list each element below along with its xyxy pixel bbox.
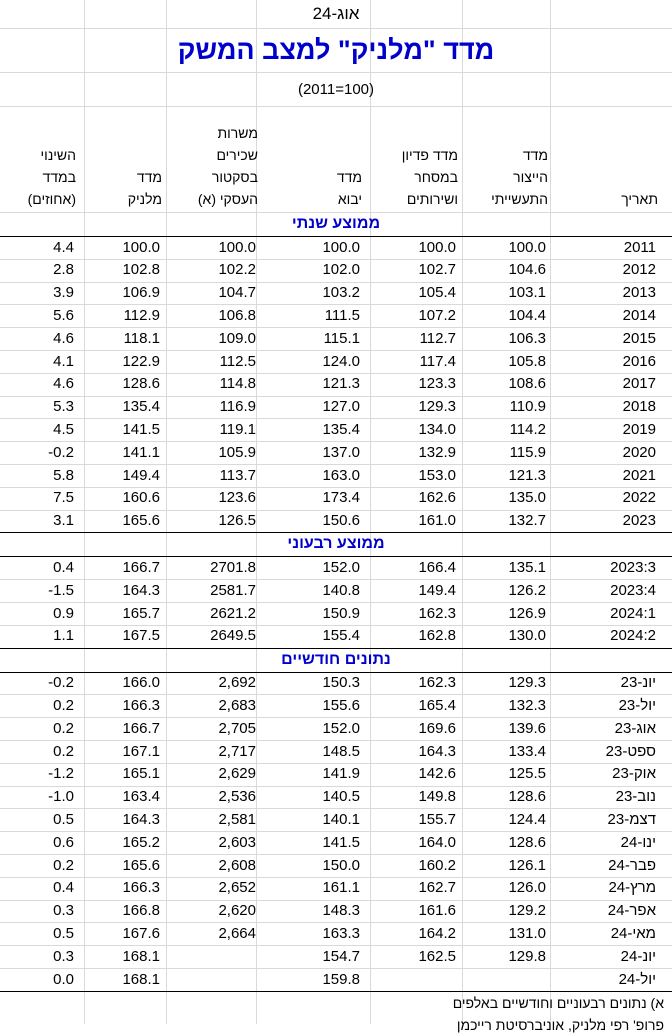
table-cell: 162.3 [418, 674, 456, 692]
table-cell: 164.3 [122, 581, 160, 599]
column-header-date: תאריך [621, 191, 658, 207]
table-cell: 168.1 [122, 947, 160, 965]
table-cell: 162.8 [418, 627, 456, 645]
table-cell: 0.2 [53, 696, 74, 714]
table-cell: 166.8 [122, 902, 160, 920]
table-cell: 103.2 [322, 284, 360, 302]
column-header-index: מלניק [127, 191, 162, 207]
table-cell: 131.0 [508, 924, 546, 942]
table-cell: 141.5 [322, 833, 360, 851]
table-cell: 166.4 [418, 558, 456, 576]
table-cell: 163.4 [122, 788, 160, 806]
row-divider [0, 694, 672, 695]
table-cell: 106.9 [122, 284, 160, 302]
table-cell: 166.3 [122, 879, 160, 897]
row-date: 2020 [622, 443, 656, 461]
row-divider [0, 418, 672, 419]
grid-line [550, 0, 551, 1024]
row-date: 2023:4 [610, 581, 656, 599]
table-cell: 112.5 [219, 352, 256, 370]
row-date: אפר-24 [607, 902, 656, 920]
table-cell: 0.5 [53, 810, 74, 828]
sheet-date: אוג-24 [312, 4, 360, 23]
table-cell: 5.3 [53, 398, 74, 416]
row-date: 2017 [622, 375, 656, 393]
row-divider [0, 922, 672, 923]
row-date: ינו-24 [620, 833, 656, 851]
row-date: 2018 [622, 398, 656, 416]
table-cell: 165.6 [122, 856, 160, 874]
table-cell: 153.0 [418, 466, 456, 484]
table-cell: -1.0 [48, 788, 74, 806]
table-cell: 107.2 [418, 306, 456, 324]
table-cell: 2,620 [218, 902, 256, 920]
table-cell: -0.2 [48, 443, 74, 461]
column-header-trade: ושירותים [406, 191, 458, 207]
table-cell: 5.6 [53, 306, 74, 324]
row-date: 2024:2 [610, 627, 656, 645]
table-cell: 111.5 [324, 306, 360, 324]
table-cell: 0.2 [53, 719, 74, 737]
footnote: פרופ' רפי מלניק, אוניברסיטת רייכמן [456, 1016, 664, 1033]
row-date: 2021 [622, 466, 656, 484]
table-cell: 2621.2 [210, 604, 256, 622]
table-cell: 3.1 [53, 512, 74, 530]
table-cell: 4.1 [53, 352, 74, 370]
table-cell: 2,692 [218, 674, 256, 692]
section-title: ממוצע שנתי [291, 215, 381, 232]
row-divider [0, 808, 672, 809]
table-cell: 126.2 [508, 581, 546, 599]
table-cell: 128.6 [508, 833, 546, 851]
table-cell: 163.0 [322, 466, 360, 484]
table-cell: 137.0 [322, 443, 360, 461]
table-cell: 165.6 [122, 512, 160, 530]
table-cell: 0.6 [53, 833, 74, 851]
table-cell: 135.1 [508, 558, 546, 576]
table-cell: 103.1 [508, 284, 546, 302]
table-cell: -0.2 [48, 674, 74, 692]
table-cell: 115.9 [509, 443, 546, 461]
column-header-index: מדד [136, 169, 162, 185]
table-cell: 102.2 [218, 261, 256, 279]
table-cell: 166.0 [122, 674, 160, 692]
table-cell: 0.2 [53, 856, 74, 874]
table-cell: 2701.8 [210, 558, 256, 576]
row-date: 2023 [622, 512, 656, 530]
table-cell: 149.4 [122, 466, 160, 484]
table-cell: 135.4 [122, 398, 160, 416]
table-cell: 155.7 [418, 810, 456, 828]
table-cell: 159.8 [322, 970, 360, 988]
table-cell: 128.6 [122, 375, 160, 393]
table-cell: 149.4 [418, 581, 456, 599]
table-cell: 162.5 [418, 947, 456, 965]
table-cell: 114.8 [219, 375, 256, 393]
table-cell: 139.6 [508, 719, 546, 737]
table-cell: 2,629 [218, 765, 256, 783]
row-date: יול-23 [618, 696, 656, 714]
column-header-jobs: בסקטור [211, 169, 258, 185]
column-header-industrial: הייצור [513, 169, 548, 185]
table-cell: 0.4 [53, 558, 74, 576]
table-cell: 149.8 [418, 788, 456, 806]
row-date: 2022 [622, 489, 656, 507]
table-cell: 132.9 [418, 443, 456, 461]
table-cell: 106.3 [508, 329, 546, 347]
table-cell: 161.1 [322, 879, 360, 897]
page-title: מדד "מלניק" למצב המשק [177, 35, 495, 65]
grid-line [84, 0, 85, 1024]
column-header-jobs: משרות [217, 125, 258, 141]
column-header-trade: מדד פדיון [401, 147, 458, 163]
table-cell: 112.9 [123, 306, 160, 324]
table-cell: 165.2 [122, 833, 160, 851]
table-cell: 116.9 [219, 398, 256, 416]
column-header-jobs: העסקי (א) [197, 191, 258, 207]
column-header-industrial: התעשייתי [491, 191, 548, 207]
table-cell: 0.5 [53, 924, 74, 942]
table-cell: 4.4 [53, 238, 74, 256]
table-cell: 102.0 [322, 261, 360, 279]
grid-line [462, 0, 463, 1024]
table-cell: 142.6 [418, 765, 456, 783]
table-cell: 165.1 [122, 765, 160, 783]
table-cell: 162.6 [418, 489, 456, 507]
row-date: אוג-23 [614, 719, 656, 737]
table-cell: 0.9 [53, 604, 74, 622]
table-cell: 4.6 [53, 329, 74, 347]
row-date: 2024:1 [610, 604, 656, 622]
column-header-change: השינוי [40, 147, 76, 163]
table-cell: 164.3 [418, 742, 456, 760]
table-cell: 117.4 [419, 352, 456, 370]
row-date: נוב-23 [615, 788, 656, 806]
table-cell: 160.2 [418, 856, 456, 874]
table-cell: 0.3 [53, 947, 74, 965]
table-cell: 163.3 [322, 924, 360, 942]
table-cell: 134.0 [418, 420, 456, 438]
table-cell: 133.4 [508, 742, 546, 760]
table-cell: 121.3 [508, 466, 546, 484]
table-cell: 106.8 [218, 306, 256, 324]
table-cell: 113.7 [219, 466, 256, 484]
row-divider [0, 532, 672, 533]
table-cell: 160.6 [122, 489, 160, 507]
table-cell: 125.5 [508, 765, 546, 783]
row-date: פבר-24 [608, 856, 656, 874]
table-cell: 167.5 [122, 627, 160, 645]
table-cell: 126.9 [508, 604, 546, 622]
table-cell: 100.0 [322, 238, 360, 256]
table-cell: 135.4 [322, 420, 360, 438]
table-cell: 161.6 [418, 902, 456, 920]
table-cell: 148.5 [322, 742, 360, 760]
table-cell: 150.3 [322, 674, 360, 692]
table-cell: 118.1 [123, 329, 160, 347]
footnote: א) נתונים רבעוניים וחודשיים באלפים [452, 994, 664, 1011]
row-date: 2015 [622, 329, 656, 347]
column-header-industrial: מדד [522, 147, 548, 163]
table-cell: 162.7 [418, 879, 456, 897]
row-date: יונ-23 [620, 674, 656, 692]
table-cell: 154.7 [322, 947, 360, 965]
grid-line [370, 0, 371, 1024]
row-date: מרץ-24 [608, 879, 656, 897]
table-cell: 123.6 [218, 489, 256, 507]
row-date: דצמ-23 [607, 810, 656, 828]
table-cell: 123.3 [418, 375, 456, 393]
table-cell: 108.6 [508, 375, 546, 393]
table-cell: 2.8 [53, 261, 74, 279]
table-cell: 102.8 [122, 261, 160, 279]
table-cell: 164.0 [418, 833, 456, 851]
table-cell: 2,717 [218, 742, 256, 760]
table-cell: 124.4 [508, 810, 546, 828]
table-cell: 161.0 [418, 512, 456, 530]
table-cell: 166.3 [122, 696, 160, 714]
table-cell: -1.2 [48, 765, 74, 783]
table-cell: 135.0 [508, 489, 546, 507]
table-cell: 155.6 [322, 696, 360, 714]
table-cell: 164.2 [418, 924, 456, 942]
table-cell: 167.1 [122, 742, 160, 760]
table-cell: 2,581 [218, 810, 256, 828]
table-cell: 3.9 [53, 284, 74, 302]
table-cell: 114.2 [509, 420, 546, 438]
table-cell: 126.1 [508, 856, 546, 874]
table-cell: 164.3 [122, 810, 160, 828]
table-cell: 165.4 [418, 696, 456, 714]
table-cell: 152.0 [322, 558, 360, 576]
table-cell: 150.6 [322, 512, 360, 530]
column-header-imports: יבוא [337, 191, 362, 207]
table-cell: 4.5 [53, 420, 74, 438]
row-date: 2013 [622, 284, 656, 302]
row-date: 2014 [622, 306, 656, 324]
table-cell: 168.1 [122, 970, 160, 988]
table-cell: 150.9 [322, 604, 360, 622]
row-date: ספט-23 [605, 742, 656, 760]
table-cell: 105.8 [508, 352, 546, 370]
table-cell: 128.6 [508, 788, 546, 806]
table-cell: 105.4 [418, 284, 456, 302]
base-year-label: (2011=100) [297, 81, 375, 98]
table-cell: 132.3 [508, 696, 546, 714]
table-cell: 148.3 [322, 902, 360, 920]
table-cell: 4.6 [53, 375, 74, 393]
row-date: 2019 [622, 420, 656, 438]
table-cell: 130.0 [508, 627, 546, 645]
row-date: 2023:3 [610, 558, 656, 576]
table-cell: 126.0 [508, 879, 546, 897]
table-cell: 121.3 [322, 375, 360, 393]
table-cell: 104.6 [508, 261, 546, 279]
grid-line [166, 0, 167, 1024]
table-cell: 2649.5 [210, 627, 256, 645]
section-title: נתונים חודשיים [281, 650, 391, 668]
table-cell: 129.3 [418, 398, 456, 416]
table-cell: 129.2 [508, 902, 546, 920]
table-cell: 169.6 [418, 719, 456, 737]
table-cell: 141.9 [322, 765, 360, 783]
table-cell: 141.1 [122, 443, 160, 461]
table-cell: 122.9 [122, 352, 160, 370]
table-cell: 2,652 [218, 879, 256, 897]
table-cell: 2,536 [218, 788, 256, 806]
table-cell: 126.5 [218, 512, 256, 530]
table-cell: 124.0 [322, 352, 360, 370]
table-cell: 1.1 [53, 627, 74, 645]
table-cell: 155.4 [322, 627, 360, 645]
table-cell: 104.7 [218, 284, 256, 302]
table-cell: 109.0 [218, 329, 256, 347]
table-cell: -1.5 [48, 581, 74, 599]
table-cell: 129.3 [508, 674, 546, 692]
table-cell: 7.5 [53, 489, 74, 507]
table-cell: 129.8 [508, 947, 546, 965]
row-date: 2011 [623, 238, 656, 256]
table-cell: 132.7 [508, 512, 546, 530]
row-divider [0, 304, 672, 305]
table-cell: 2,603 [218, 833, 256, 851]
table-cell: 105.9 [218, 443, 256, 461]
table-cell: 165.7 [122, 604, 160, 622]
table-cell: 0.3 [53, 902, 74, 920]
section-title: ממוצע רבעוני [287, 535, 385, 553]
table-cell: 2581.7 [210, 581, 256, 599]
table-cell: 166.7 [122, 719, 160, 737]
table-cell: 104.4 [508, 306, 546, 324]
table-cell: 152.0 [322, 719, 360, 737]
table-cell: 167.6 [122, 924, 160, 942]
table-cell: 2,664 [218, 924, 256, 942]
column-header-jobs: שכירים [216, 147, 258, 163]
table-cell: 2,608 [218, 856, 256, 874]
table-cell: 173.4 [322, 489, 360, 507]
table-cell: 0.0 [53, 970, 74, 988]
table-cell: 166.7 [122, 558, 160, 576]
row-date: 2016 [622, 352, 656, 370]
table-cell: 100.0 [508, 238, 546, 256]
column-header-trade: במסחר [414, 169, 458, 185]
table-cell: 100.0 [218, 238, 256, 256]
row-date: אוק-23 [612, 765, 656, 783]
table-cell: 0.4 [53, 879, 74, 897]
table-cell: 140.5 [322, 788, 360, 806]
table-cell: 0.2 [53, 742, 74, 760]
table-cell: 110.9 [509, 398, 546, 416]
column-header-imports: מדד [336, 169, 362, 185]
table-cell: 100.0 [122, 238, 160, 256]
column-header-change: (אחוזים) [27, 191, 76, 207]
table-cell: 141.5 [122, 420, 160, 438]
table-cell: 5.8 [53, 466, 74, 484]
row-date: מאי-24 [610, 924, 656, 942]
row-date: יול-24 [618, 970, 656, 988]
table-cell: 150.0 [322, 856, 360, 874]
table-cell: 2,683 [218, 696, 256, 714]
table-cell: 119.1 [219, 420, 256, 438]
table-cell: 102.7 [418, 261, 456, 279]
column-header-change: במדד [42, 169, 76, 185]
table-cell: 127.0 [322, 398, 360, 416]
row-date: 2012 [622, 261, 656, 279]
table-cell: 140.1 [322, 810, 360, 828]
table-cell: 115.1 [323, 329, 360, 347]
table-cell: 140.8 [322, 581, 360, 599]
row-date: יונ-24 [620, 947, 656, 965]
row-divider [0, 212, 672, 213]
table-cell: 100.0 [418, 238, 456, 256]
table-cell: 162.3 [418, 604, 456, 622]
table-cell: 2,705 [218, 719, 256, 737]
table-cell: 112.7 [419, 329, 456, 347]
